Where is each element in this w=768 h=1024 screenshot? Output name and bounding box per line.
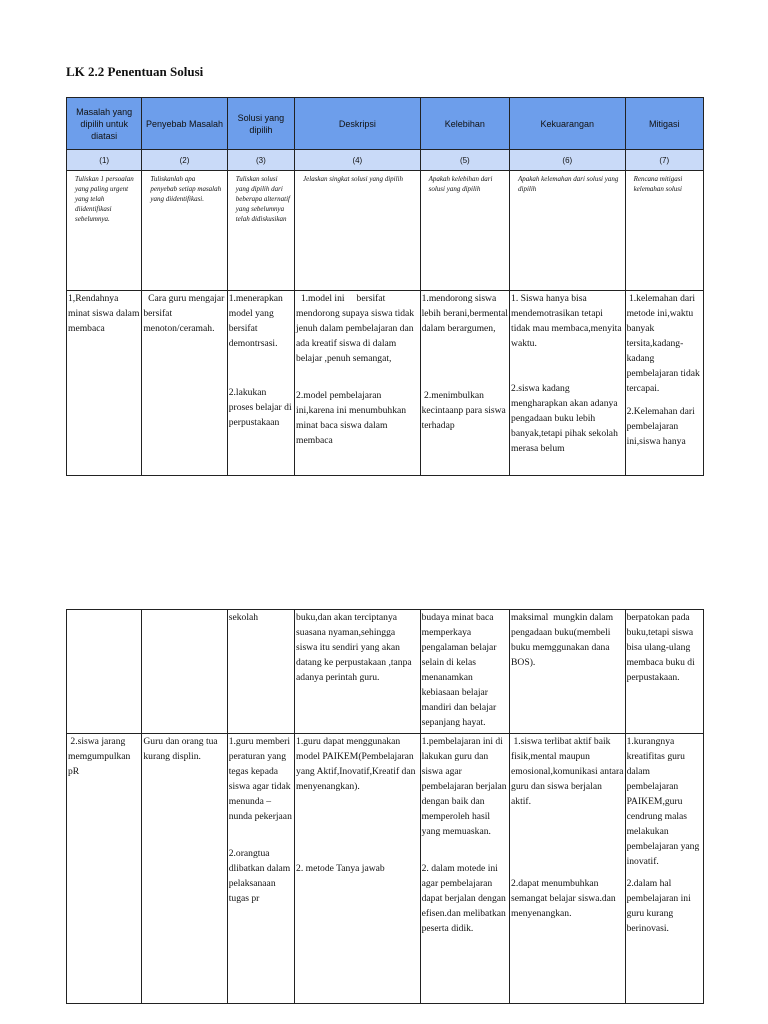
kelebihan-1-text: 1.pembelajaran ini di lakukan guru dan siswa agar pembelajaran berjalan dengan baik dan memperoleh hasil yang memuaskan. xyxy=(421,736,509,837)
penyebab-text: Cara guru mengajar bersifat menoton/ceramah. xyxy=(143,293,227,334)
instruction-row xyxy=(67,171,704,291)
col-number: (3) xyxy=(227,150,294,171)
kekurangan-2-text: 2.siswa kadang mengharapkan akan adanya pengadaan buku lebih banyak,tetapi pihak sekolah merasa belum xyxy=(511,383,623,454)
mitigasi-cell xyxy=(625,734,703,1004)
continued-row xyxy=(67,610,704,734)
header-kekurangan: Kekuarangan xyxy=(510,98,626,150)
mitigasi-2-text: 2.Kelemahan dari pembelajaran ini,siswa hanya xyxy=(626,406,698,447)
kekurangan-cell xyxy=(510,610,626,734)
page-title: LK 2.2 Penentuan Solusi xyxy=(66,64,204,79)
col-number: (7) xyxy=(625,150,703,171)
instruction-cell: Tuliskan solusi yang dipilih dari beberapa alternatif yang sebelumnya telah didiskusikan xyxy=(227,171,294,291)
instruction-cell: Apakah kelemahan dari solusi yang dipilih xyxy=(510,171,626,291)
instruction-cell: Tuliskanlah apa penyebab setiap masalah yang diidentifikasi. xyxy=(142,171,227,291)
solusi-1-text: 1.guru memberi peraturan yang tegas kepada siswa agar tidak menunda –nunda pekerjaan xyxy=(228,736,293,822)
kelebihan-text: budaya minat baca memperkaya pengalaman belajar selain di kelas menanamkan kebiasaan belajar mandiri dan belajar sepanjang hayat. xyxy=(421,612,499,728)
kelebihan-cell xyxy=(420,734,509,1004)
col-number: (5) xyxy=(420,150,509,171)
solusi-cell xyxy=(227,610,294,734)
solusi-text: sekolah xyxy=(228,612,259,623)
solusi-2-text: 2.lakukan proses belajar di perpustakaan xyxy=(228,387,295,428)
kekurangan-1-text: 1. Siswa hanya bisa mendemotrasikan tetapi tidak mau membaca,menyita waktu. xyxy=(511,293,624,349)
problem-row-1 xyxy=(67,291,704,476)
penyebab-text: Guru dan orang tua kurang displin. xyxy=(143,736,221,762)
solution-table-page-2 xyxy=(66,609,704,1004)
instruction-cell: Jelaskan singkat solusi yang dipilih xyxy=(295,171,421,291)
header-mitigasi: Mitigasi xyxy=(625,98,703,150)
kelebihan-cell xyxy=(420,610,509,734)
deskripsi-2-text: 2.model pembelajaran ini,karena ini menumbuhkan minat baca siswa dalam membaca xyxy=(296,390,409,446)
penyebab-cell xyxy=(142,291,227,476)
header-penyebab: Penyebab Masalah xyxy=(142,98,227,150)
col-number: (4) xyxy=(295,150,421,171)
penyebab-cell xyxy=(142,734,227,1004)
deskripsi-cell xyxy=(295,734,421,1004)
mitigasi-2-text: 2.dalam hal pembelajaran ini guru kurang berinovasi. xyxy=(626,878,694,934)
instruction-cell: Rencana mitigasi kelemahan solusi xyxy=(625,171,703,291)
masalah-cell xyxy=(67,610,142,734)
kekurangan-text: maksimal mungkin dalam pengadaan buku(membeli buku memggunakan dana BOS). xyxy=(511,612,616,668)
instruction-cell: Tuliskan 1 persoalan yang paling urgent yang telah diidentifikasi sebelumnya. xyxy=(67,171,142,291)
header-kelebihan: Kelebihan xyxy=(420,98,509,150)
header-row xyxy=(67,98,704,150)
masalah-text: 2.siswa jarang memgumpulkan pR xyxy=(68,736,133,777)
col-number: (2) xyxy=(142,150,227,171)
masalah-cell xyxy=(67,291,142,476)
col-number: (1) xyxy=(67,150,142,171)
header-solusi: Solusi yang dipilih xyxy=(227,98,294,150)
mitigasi-cell xyxy=(625,291,703,476)
solution-table-page-1 xyxy=(66,97,704,476)
mitigasi-1-text: 1.kelemahan dari metode ini,waktu banyak tersita,kadang-kadang pembelajaran tidak tercapai. xyxy=(626,293,703,394)
deskripsi-1-text: 1.model ini bersifat mendorong supaya siswa tidak jenuh dalam pembelajaran dan ada kreatif siswa di dalam belajar ,penuh semangat, xyxy=(296,293,417,364)
mitigasi-text: berpatokan pada buku,tetapi siswa bisa ulang-ulang membaca buku di perpustakaan. xyxy=(626,612,698,683)
header-deskripsi: Deskripsi xyxy=(295,98,421,150)
solusi-cell xyxy=(227,291,294,476)
solusi-cell xyxy=(227,734,294,1004)
masalah-text: 1,Rendahnya minat siswa dalam membaca xyxy=(68,293,142,334)
deskripsi-1-text: 1.guru dapat menggunakan model PAIKEM(Pembelajaran yang Aktif,Inovatif,Kreatif dan menyenangkan). xyxy=(296,736,418,792)
deskripsi-cell xyxy=(295,291,421,476)
mitigasi-1-text: 1.kurangnya kreatifitas guru dalam pembelajaran PAIKEM,guru cendrung malas melakukan pembelajaran yang inovatif. xyxy=(626,736,702,867)
problem-row-2 xyxy=(67,734,704,1004)
deskripsi-2-text: 2. metode Tanya jawab xyxy=(296,863,385,874)
deskripsi-text: buku,dan akan terciptanya suasana nyaman,sehingga siswa itu sendiri yang akan datang ke perpustakaan ,tanpa adanya perintah guru. xyxy=(296,612,415,683)
instruction-cell: Apakah kelebihan dari solusi yang dipilih xyxy=(420,171,509,291)
header-masalah: Masalah yang dipilih untuk diatasi xyxy=(67,98,142,150)
kelebihan-2-text: 2. dalam motede ini agar pembelajaran dapat berjalan dengan efisen.dan melibatkan peserta didik. xyxy=(421,863,509,934)
mitigasi-cell xyxy=(625,610,703,734)
masalah-cell xyxy=(67,734,142,1004)
solusi-2-text: 2.orangtua dlibatkan dalam pelaksanaan tugas pr xyxy=(228,848,293,904)
col-number: (6) xyxy=(510,150,626,171)
kekurangan-cell xyxy=(510,734,626,1004)
kelebihan-2-text: 2.menimbulkan kecintaanp para siswa terhadap xyxy=(421,390,509,431)
number-row xyxy=(67,150,704,171)
kelebihan-1-text: 1.mendorong siswa lebih berani,bermental dalam berargumen, xyxy=(421,293,511,334)
kekurangan-2-text: 2.dapat menumbuhkan semangat belajar siswa.dan menyenangkan. xyxy=(511,878,619,919)
solusi-1-text: 1.menerapkan model yang bersifat demontrsasi. xyxy=(228,293,286,349)
penyebab-cell xyxy=(142,610,227,734)
kekurangan-1-text: 1.siswa terlibat aktif baik fisik,mental maupun emosional,komunikasi antara guru dan siswa berjalan aktif. xyxy=(511,736,626,807)
kekurangan-cell xyxy=(510,291,626,476)
deskripsi-cell xyxy=(295,610,421,734)
kelebihan-cell xyxy=(420,291,509,476)
